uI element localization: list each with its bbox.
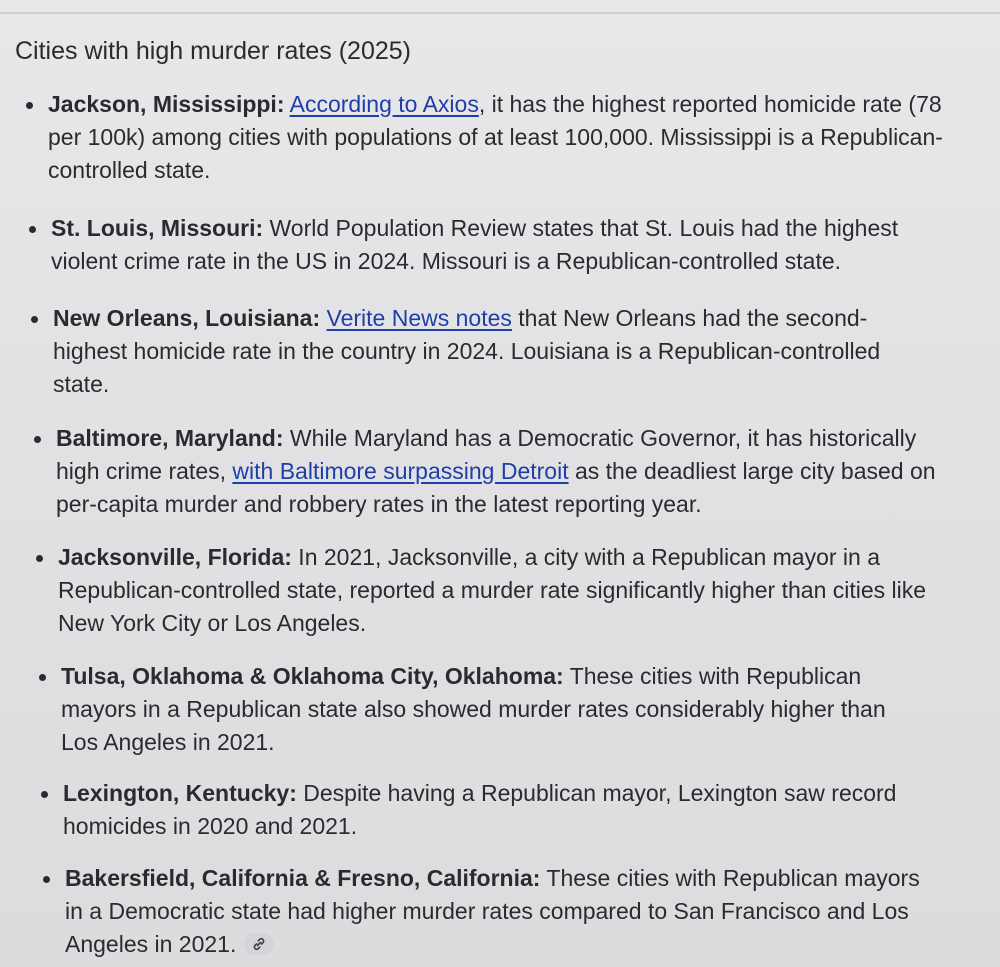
list-item [65, 862, 940, 961]
bullet-icon [41, 791, 48, 798]
list-item [51, 212, 951, 278]
item-title: Lexington, Kentucky: [63, 780, 297, 806]
item-text: In 2021, Jacksonville, a city with a Republican mayor in a Republican-controlled state, reported a murder rate significantly higher than cities like New York City or Los Angeles. [58, 544, 927, 636]
list-item [53, 302, 933, 401]
bullet-icon [43, 876, 50, 883]
item-title: Bakersfield, California & Fresno, California: [65, 865, 541, 891]
divider [0, 12, 1000, 14]
item-title: Tulsa, Oklahoma & Oklahoma City, Oklahoma: [61, 663, 564, 689]
list-item [63, 777, 943, 843]
item-text: World Population Review states that St. Louis had the highest violent crime rate in the US in 2024. Missouri is a Republican-controlled state. [51, 215, 899, 274]
item-link[interactable]: with Baltimore surpassing Detroit [232, 458, 569, 484]
item-link[interactable]: Verite News notes [326, 305, 512, 331]
list-item [58, 541, 938, 640]
item-text-post: as the deadliest large city based on per-capita murder and robbery rates in the latest reporting year. [56, 458, 936, 517]
item-text: These cities with Republican mayors in a Democratic state had higher murder rates compared to San Francisco and Los Angeles in 2021. [65, 865, 920, 957]
item-title: Baltimore, Maryland: [56, 425, 284, 451]
list-item [56, 422, 961, 521]
bullet-icon [36, 555, 43, 562]
link-icon [252, 937, 266, 951]
list-item [61, 660, 921, 759]
item-text-post: , it has the highest reported homicide rate (78 per 100k) among cities with populations of at least 100,000. Mississippi is a Republican-controlled state. [48, 91, 943, 183]
item-link[interactable]: According to Axios [289, 91, 479, 117]
bullet-icon [39, 674, 46, 681]
bullet-icon [34, 436, 41, 443]
item-text: These cities with Republican mayors in a Republican state also showed murder rates considerably higher than Los Angeles in 2021. [61, 663, 886, 755]
item-title: New Orleans, Louisiana: [53, 305, 321, 331]
bullet-icon [29, 226, 36, 233]
bullet-icon [26, 102, 33, 109]
item-text-post: that New Orleans had the second-highest homicide rate in the country in 2024. Louisiana is a Republican-controlled state. [53, 305, 881, 397]
item-title: Jacksonville, Florida: [58, 544, 292, 570]
bullet-icon [31, 316, 38, 323]
item-title: St. Louis, Missouri: [51, 215, 264, 241]
page-title: Cities with high murder rates (2025) [15, 37, 411, 65]
item-text: Despite having a Republican mayor, Lexington saw record homicides in 2020 and 2021. [63, 780, 897, 839]
item-text: While Maryland has a Democratic Governor, it has historically high crime rates, [56, 425, 917, 484]
item-title: Jackson, Mississippi: [48, 91, 285, 117]
source-link-button[interactable] [244, 933, 274, 955]
list-item [48, 88, 978, 187]
